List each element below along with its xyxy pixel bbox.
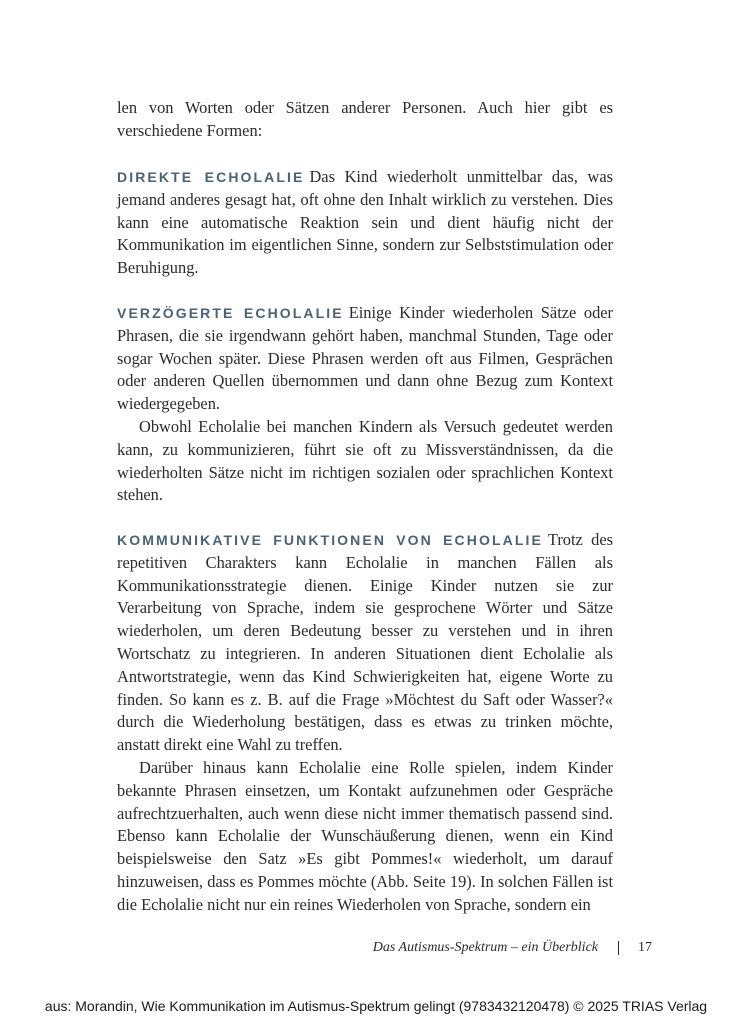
section-heading: DIREKTE ECHOLALIE	[117, 169, 305, 185]
section-heading: VERZÖGERTE ECHOLALIE	[117, 305, 344, 321]
section-paragraph: Darüber hinaus kann Echolalie eine Rolle spielen, indem Kinder bekannte Phrasen einsetzen, um Kontakt aufzunehmen oder Gespräche aufrechtzuerhalten, auch wenn diese nicht immer thematisch passend sind. Ebenso kann Echolalie der Wunschäußerung dienen, wenn ein Kind beispielsweise den Satz »Es gibt Pommes!« wiederholt, um darauf hinzuweisen, dass es Pommes möchte (Abb. Seite 19). In solchen Fällen ist die Echolalie nicht nur ein reines Wiederholen von Sprache, sondern ein	[117, 757, 613, 914]
section-paragraph: Obwohl Echolalie bei manchen Kindern als Versuch gedeutet werden kann, zu kommunizieren, führt sie oft zu Missverständnissen, da die wiederholten Sätze nicht im richtigen sozialen oder sprachlichen Kontext stehen.	[117, 416, 613, 505]
page-footer	[340, 940, 652, 956]
section-direkte-echolalie	[117, 166, 613, 280]
section-kommunikative-funktionen	[117, 529, 613, 917]
section-heading: KOMMUNIKATIVE FUNKTIONEN VON ECHOLALIE	[117, 532, 543, 548]
section-text: Einige Kinder wiederholen Sätze oder Phrasen, die sie irgendwann gehört haben, manchmal Stunden, Tage oder sogar Wochen später. Diese Phrasen werden oft aus Filmen, Gesprächen oder anderen Quellen übernommen und dann ohne Bezug zum Kontext wiedergegeben.	[117, 303, 614, 414]
footer-divider	[618, 941, 619, 955]
page-number: 17	[638, 940, 652, 955]
running-title: Das Autismus-Spektrum – ein Überblick	[372, 940, 598, 955]
intro-text: len von Worten oder Sätzen anderer Personen. Auch hier gibt es verschiedene Formen:	[117, 98, 613, 140]
source-line: aus: Morandin, Wie Kommunikation im Autismus-Spektrum gelingt (9783432120478) © 2025 TRIAS Verlag	[44, 998, 708, 1014]
section-verzoegerte-echolalie	[117, 302, 613, 507]
section-text: Das Kind wiederholt unmittelbar das, was jemand anderes gesagt hat, oft ohne den Inhalt wirklich zu verstehen. Dies kann eine automatische Reaktion sein und dient häufig nicht der Kommunikation im eigentlichen Sinne, sondern zur Selbststimulation oder Beruhigung.	[117, 167, 613, 278]
section-text: Trotz des repetitiven Charakters kann Echolalie in manchen Fällen als Kommunikationsstrategie dienen. Einige Kinder nutzen sie zur Verarbeitung von Sprache, indem sie gesprochene Wörter und Sätze wiederholen, um deren Bedeutung besser zu verstehen und in ihren Wortschatz zu integrieren. In anderen Situationen dient Echolalie als Antwortstrategie, wenn das Kind Schwierigkeiten hat, eigene Worte zu finden. So kann es z. B. auf die Frage »Möchtest du Saft oder Wasser?« durch die Wiederholung bestätigen, dass es etwas zu trinken möchte, anstatt direkt eine Wahl zu treffen.	[117, 530, 614, 755]
intro-paragraph	[117, 97, 613, 143]
